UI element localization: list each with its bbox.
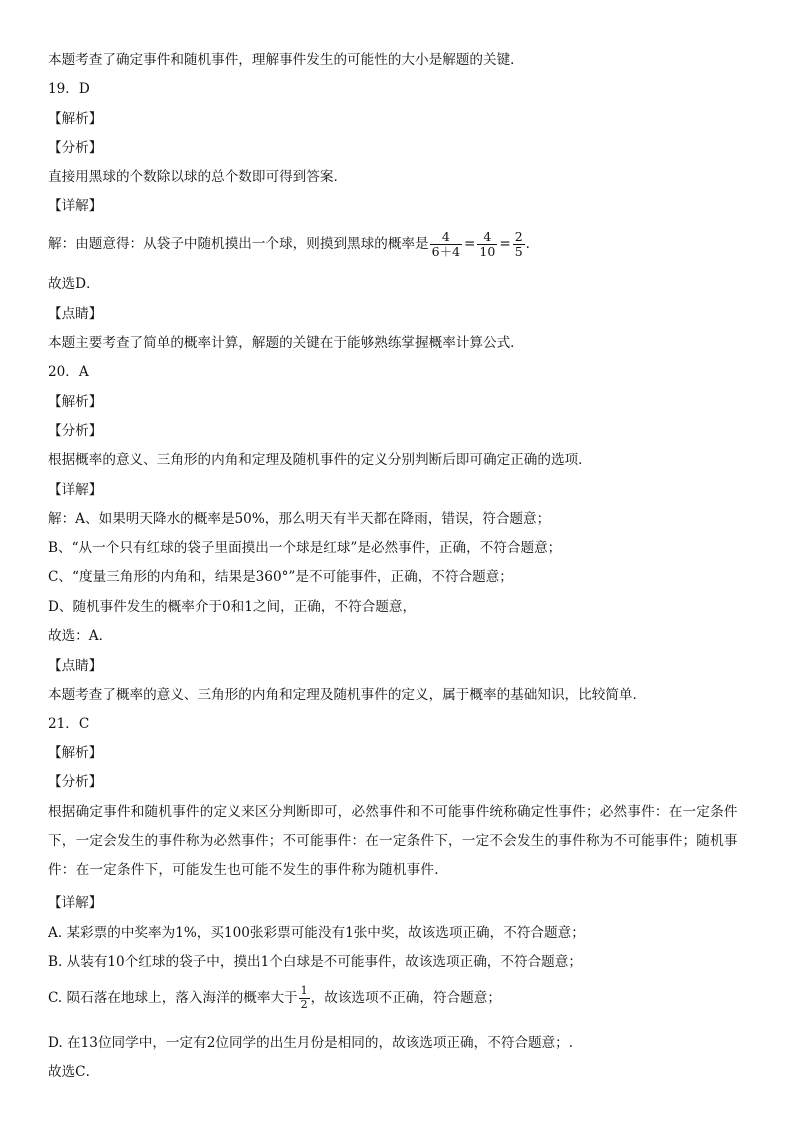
q19-solution (48, 224, 539, 264)
q21-option-d: D. 在13位同学中，一定有2位同学的出生月份是相同的，故该选项正确，不符合题意；. (48, 1035, 574, 1051)
fraction-1-over-2 (299, 985, 310, 1011)
q19-answer: 19．D (48, 81, 90, 97)
q20-option-d: D、随机事件发生的概率介于0和1之间，正确，不符合题意， (48, 599, 417, 615)
equals-sign: = (499, 236, 511, 252)
period: ． (525, 236, 540, 252)
q19-dianjing-heading: 【点睛】 (48, 306, 103, 322)
fraction-4-over-10 (477, 230, 497, 260)
fraction-denominator: 2 (300, 998, 308, 1011)
q21-option-c-prefix: C. 陨石落在地球上，落入海洋的概率大于 (48, 990, 298, 1006)
q21-fenxi-text: 根据确定事件和随机事件的定义来区分判断即可，必然事件和不可能事件统称确定性事件；必然事件：在一定条件下，一定会发生的事件称为必然事件；不可能事件：在一定条件下，一定不会发生的事件称为不可能事件；随机事件：在一定条件下，可能发生也可能不发生的事件称为随机事件. (48, 804, 738, 878)
fraction-2-over-5 (513, 230, 525, 260)
fraction-numerator: 1 (300, 984, 308, 998)
fraction-numerator: 4 (483, 228, 492, 244)
fraction-denominator: 6＋4 (431, 244, 461, 259)
q20-option-b: B、“从一个只有红球的袋子里面摸出一个球是红球”是必然事件，正确，不符合题意； (48, 540, 562, 556)
q19-dianjing-text: 本题主要考查了简单的概率计算，解题的关键在于能够熟练掌握概率计算公式． (48, 335, 524, 351)
q21-jiexi-heading: 【解析】 (48, 745, 103, 761)
q20-answer: 20．A (48, 364, 89, 380)
q21-answer: 21．C (48, 716, 90, 732)
q21-option-c-suffix: ，故该选项不正确，符合题意； (310, 990, 501, 1006)
q19-solution-prefix: 解：由题意得：从袋子中随机摸出一个球，则摸到黑球的概率是 (48, 236, 429, 252)
q18-summary: 本题考查了确定事件和随机事件，理解事件发生的可能性的大小是解题的关键． (48, 52, 524, 68)
fraction-numerator: 2 (514, 228, 523, 244)
q20-option-c: C、“度量三角形的内角和，结果是360°”是不可能事件，正确，不符合题意； (48, 569, 513, 585)
q19-fenxi-text: 直接用黑球的个数除以球的总个数即可得到答案． (48, 169, 348, 185)
q21-choice: 故选C． (48, 1064, 100, 1080)
fraction-denominator: 10 (479, 244, 496, 259)
q20-dianjing-heading: 【点睛】 (48, 658, 103, 674)
q19-xiangjie-heading: 【详解】 (48, 198, 103, 214)
q20-fenxi-text: 根据概率的意义、三角形的内角和定理及随机事件的定义分别判断后即可确定正确的选项． (48, 452, 592, 468)
q20-jiexi-heading: 【解析】 (48, 394, 103, 410)
q20-fenxi-heading: 【分析】 (48, 423, 103, 439)
q20-dianjing-text: 本题考查了概率的意义、三角形的内角和定理及随机事件的定义，属于概率的基础知识，比较简单． (48, 687, 647, 703)
fraction-denominator: 5 (514, 244, 523, 259)
q19-jiexi-heading: 【解析】 (48, 111, 103, 127)
fraction-numerator: 4 (441, 228, 450, 244)
q20-xiangjie-heading: 【详解】 (48, 482, 103, 498)
q20-option-a: 解：A、如果明天降水的概率是50%，那么明天有半天都在降雨，错误，符合题意； (48, 511, 551, 527)
q21-option-a: A. 某彩票的中奖率为1%，买100张彩票可能没有1张中奖，故该选项正确，不符合题意； (48, 925, 585, 941)
equals-sign: = (464, 236, 476, 252)
q20-choice: 故选：A． (48, 628, 113, 644)
fraction-4-over-6plus4 (430, 230, 462, 260)
q19-choice: 故选D． (48, 276, 100, 292)
q19-fenxi-heading: 【分析】 (48, 140, 103, 156)
q21-option-b: B. 从装有10个红球的袋子中，摸出1个白球是不可能事件，故该选项正确，不符合题意； (48, 954, 582, 970)
q21-fenxi-heading: 【分析】 (48, 774, 103, 790)
q21-xiangjie-heading: 【详解】 (48, 895, 103, 911)
q21-option-c (48, 980, 501, 1016)
